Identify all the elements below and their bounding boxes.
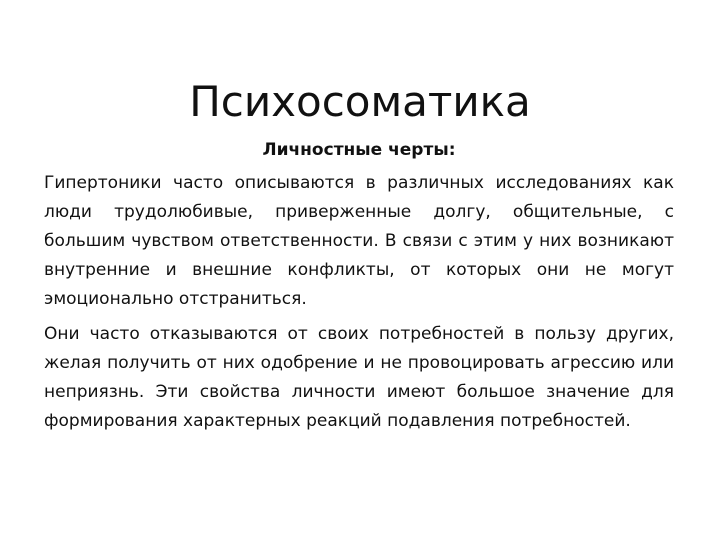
slide-title: Психосоматика [189, 77, 531, 127]
paragraph-1: Гипертоники часто описываются в различных исследованиях как люди трудолюбивые, приверженные долгу, общительные, с большим чувством ответственности. В связи с этим у них возникают внутренние и внешние конфликты, от которых они не могут эмоционально отстраниться. [44, 173, 674, 309]
slide-body [44, 137, 674, 442]
paragraph-2: Они часто отказываются от своих потребностей в пользу других, желая получить от них одобрение и не провоцировать агрессию или неприязнь. Эти свойства личности имеют большое значение для формирования характерных реакций подавления потребностей. [44, 324, 674, 431]
subheading: Личностные черты: [262, 140, 456, 160]
